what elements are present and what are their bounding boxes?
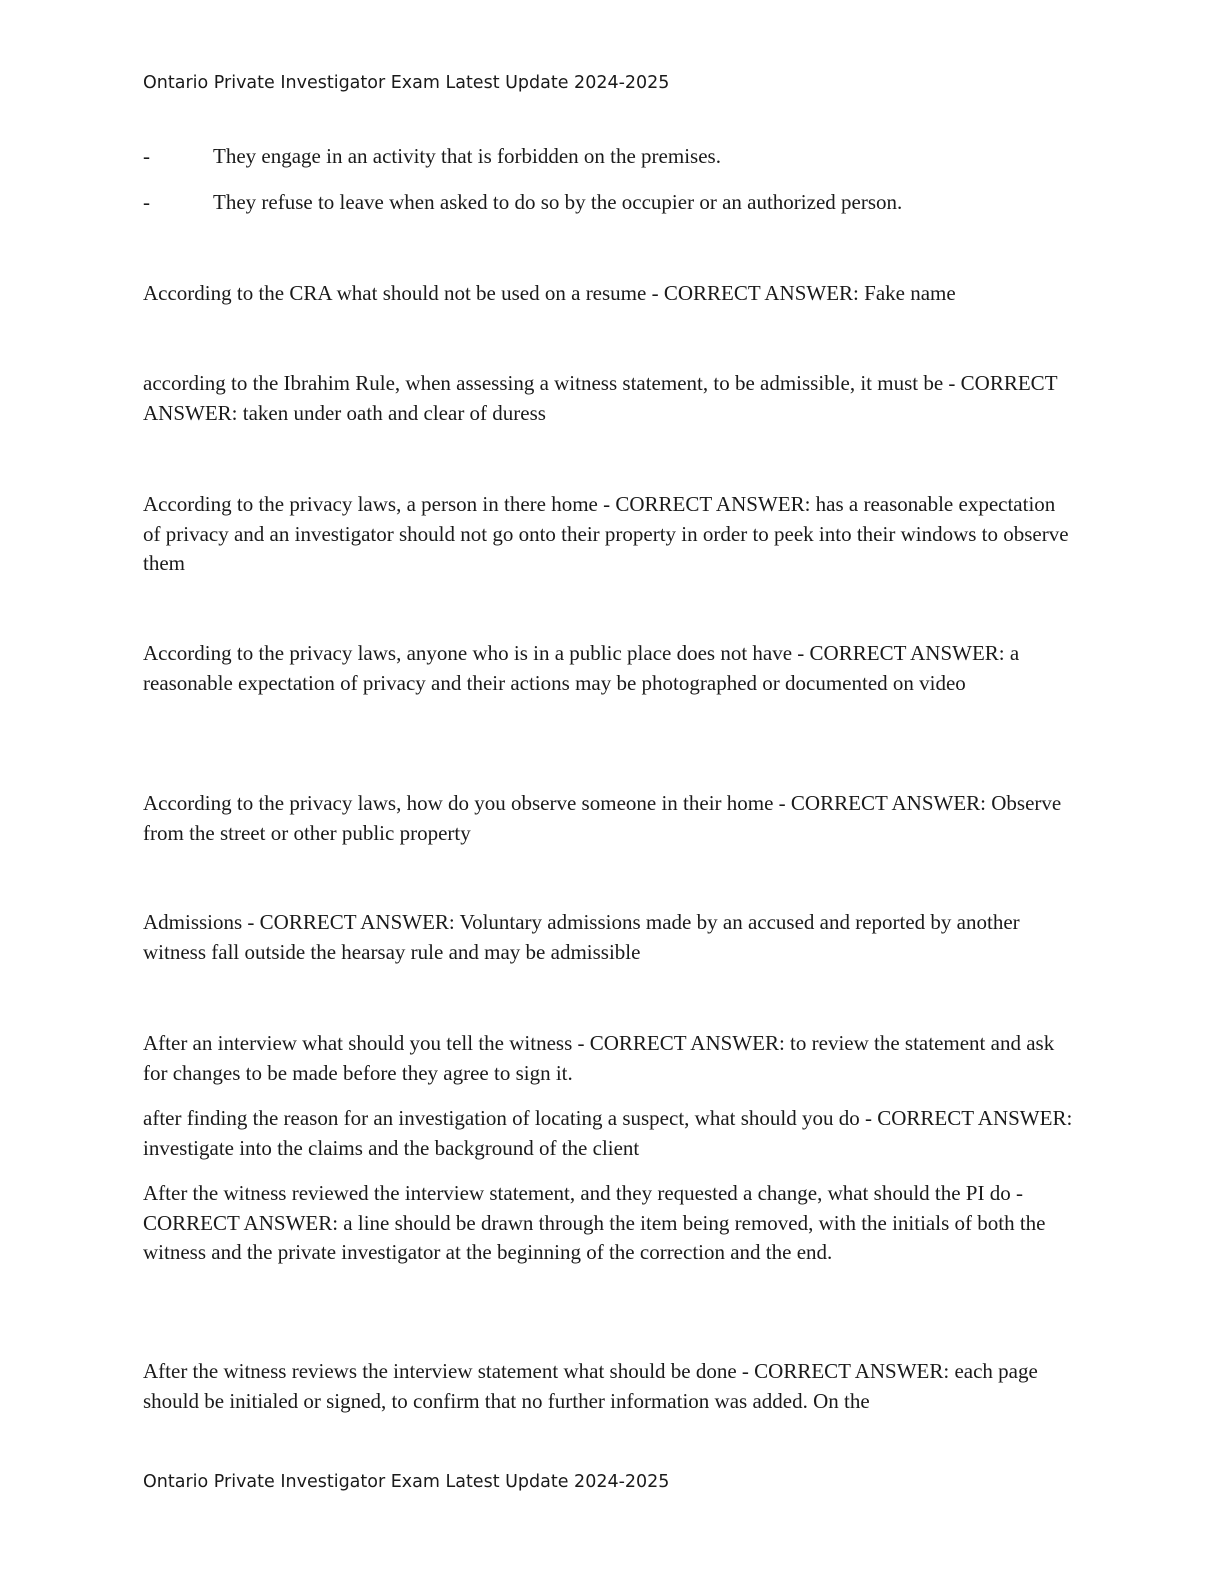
- qa-entry: After an interview what should you tell the witness - CORRECT ANSWER: to review the statement and ask for changes to be made before they agree to sign it.: [143, 1031, 1055, 1085]
- bullet-dash: -: [143, 144, 150, 168]
- qa-entry: According to the CRA what should not be used on a resume - CORRECT ANSWER: Fake name: [143, 281, 956, 305]
- qa-entry: After the witness reviewed the interview statement, and they requested a change, what should the PI do - CORRECT ANSWER: a line should be drawn through the item being removed, with the initials of both the witness and the private investigator at the beginning of the correction and the end.: [143, 1181, 1046, 1264]
- page-footer: Ontario Private Investigator Exam Latest Update 2024-2025: [143, 1472, 670, 1492]
- bullet-dash: -: [143, 190, 150, 214]
- qa-entry: According to the privacy laws, anyone who is in a public place does not have - CORRECT ANSWER: a reasonable expectation of privacy and their actions may be photographed or documented on video: [143, 641, 1020, 695]
- bullet-text: They engage in an activity that is forbidden on the premises.: [213, 144, 721, 168]
- bullet-text: They refuse to leave when asked to do so by the occupier or an authorized person.: [213, 190, 903, 214]
- qa-entry: After the witness reviews the interview statement what should be done - CORRECT ANSWER: each page should be initialed or signed, to confirm that no further information was added. On the: [143, 1359, 1038, 1413]
- page-header: Ontario Private Investigator Exam Latest Update 2024-2025: [143, 73, 670, 93]
- qa-entry: according to the Ibrahim Rule, when assessing a witness statement, to be admissible, it must be - CORRECT ANSWER: taken under oath and clear of duress: [143, 371, 1058, 425]
- qa-entry: According to the privacy laws, a person in there home - CORRECT ANSWER: has a reasonable expectation of privacy and an investigator should not go onto their property in order to peek into their windows to observe them: [143, 492, 1069, 575]
- qa-entry: after finding the reason for an investigation of locating a suspect, what should you do - CORRECT ANSWER: investigate into the claims and the background of the client: [143, 1106, 1073, 1160]
- qa-entry: Admissions - CORRECT ANSWER: Voluntary admissions made by an accused and reported by another witness fall outside the hearsay rule and may be admissible: [143, 910, 1020, 964]
- qa-entry: According to the privacy laws, how do you observe someone in their home - CORRECT ANSWER: Observe from the street or other public property: [143, 791, 1062, 845]
